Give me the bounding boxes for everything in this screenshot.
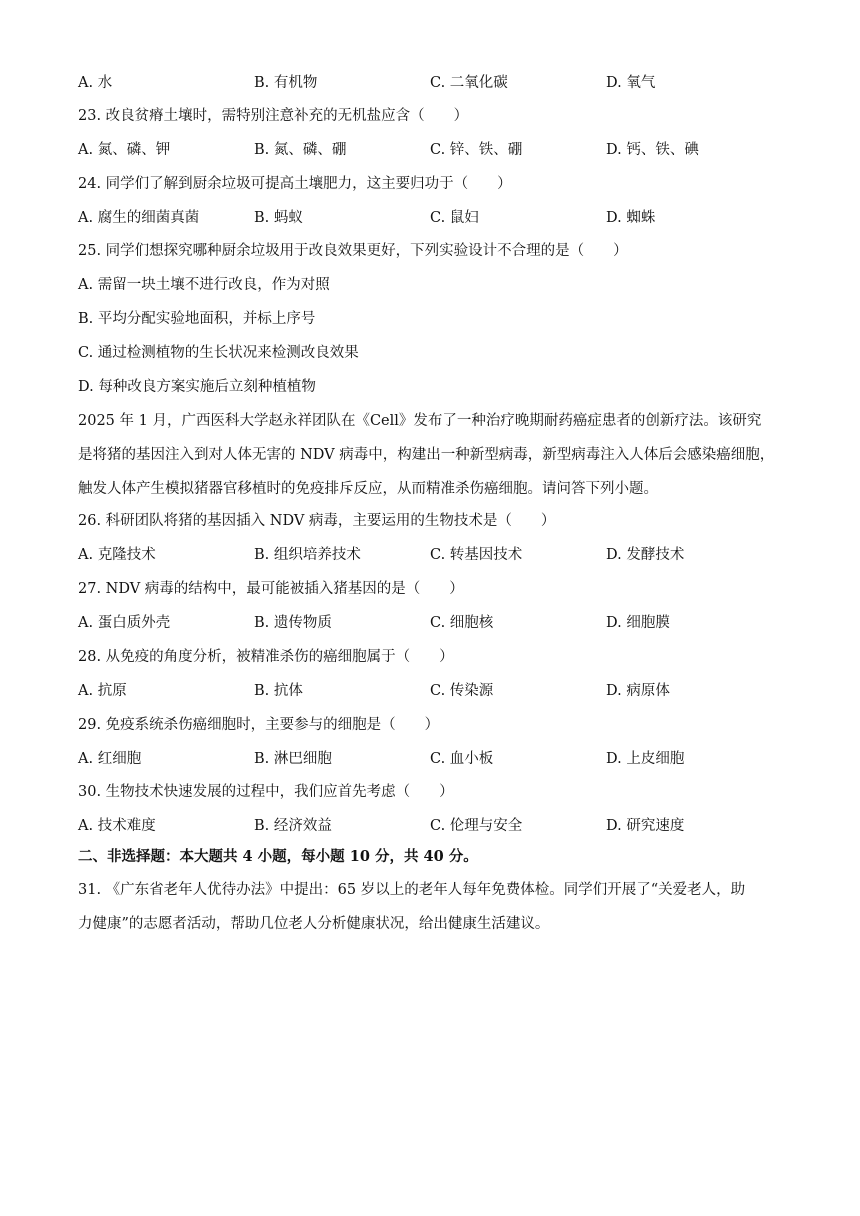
q23-option-b: B. 氮、磷、硼 <box>254 142 347 158</box>
q25-option-a: A. 需留一块土壤不进行改良，作为对照 <box>78 277 330 293</box>
q23-option-d: D. 钙、铁、碘 <box>606 142 699 158</box>
q22-option-d: D. 氧气 <box>606 75 656 91</box>
q23-stem: 23. 改良贫瘠土壤时，需特别注意补充的无机盐应含（ ） <box>78 108 469 124</box>
q24-stem: 24. 同学们了解到厨余垃圾可提高土壤肥力，这主要归功于（ ） <box>78 176 512 192</box>
q28-options <box>78 680 778 702</box>
q26-option-d: D. 发酵技术 <box>606 547 685 563</box>
q23-option-c: C. 锌、铁、硼 <box>430 142 523 158</box>
q30-option-d: D. 研究速度 <box>606 818 685 834</box>
q31-line: 力健康”的志愿者活动，帮助几位老人分析健康状况，给出健康生活建议。 <box>78 916 550 932</box>
q25-option-b: B. 平均分配实验地面积，并标上序号 <box>78 311 316 327</box>
q26-option-a: A. 克隆技术 <box>78 547 156 563</box>
q22-option-a: A. 水 <box>78 75 113 91</box>
q22-options <box>78 72 778 94</box>
q28-stem: 28. 从免疫的角度分析，被精准杀伤的癌细胞属于（ ） <box>78 649 454 665</box>
q25-option-d: D. 每种改良方案实施后立刻种植植物 <box>78 379 316 395</box>
q24-option-c: C. 鼠妇 <box>430 210 479 226</box>
passage-line: 2025 年 1 月，广西医科大学赵永祥团队在《Cell》发布了一种治疗晚期耐药癌症患者的创新疗法。该研究 <box>78 413 762 429</box>
q28-option-c: C. 传染源 <box>430 683 494 699</box>
q27-option-c: C. 细胞核 <box>430 615 494 631</box>
q27-stem: 27. NDV 病毒的结构中，最可能被插入猪基因的是（ ） <box>78 581 464 597</box>
q28-option-b: B. 抗体 <box>254 683 303 699</box>
q24-option-a: A. 腐生的细菌真菌 <box>78 210 200 226</box>
q30-stem: 30. 生物技术快速发展的过程中，我们应首先考虑（ ） <box>78 784 454 800</box>
q27-option-b: B. 遗传物质 <box>254 615 332 631</box>
q27-options <box>78 612 778 634</box>
q31-line: 31. 《广东省老年人优待办法》中提出：65 岁以上的老年人每年免费体检。同学们开展了“关爱老人，助 <box>78 882 746 898</box>
q26-stem: 26. 科研团队将猪的基因插入 NDV 病毒，主要运用的生物技术是（ ） <box>78 513 556 529</box>
q26-option-b: B. 组织培养技术 <box>254 547 361 563</box>
q26-options <box>78 544 778 566</box>
q29-option-c: C. 血小板 <box>430 751 494 767</box>
q23-options <box>78 139 778 161</box>
q28-option-a: A. 抗原 <box>78 683 127 699</box>
q30-option-b: B. 经济效益 <box>254 818 332 834</box>
passage-line: 是将猪的基因注入到对人体无害的 NDV 病毒中，构建出一种新型病毒，新型病毒注入人体后会感染癌细胞， <box>78 447 775 463</box>
q26-option-c: C. 转基因技术 <box>430 547 523 563</box>
q29-option-d: D. 上皮细胞 <box>606 751 685 767</box>
q24-options <box>78 207 778 229</box>
q24-option-b: B. 蚂蚁 <box>254 210 303 226</box>
passage <box>78 404 788 506</box>
q25-stem: 25. 同学们想探究哪种厨余垃圾用于改良效果更好，下列实验设计不合理的是（ ） <box>78 243 628 259</box>
section-heading: 二、非选择题：本大题共 4 小题，每小题 10 分，共 40 分。 <box>78 848 478 865</box>
q29-option-a: A. 红细胞 <box>78 751 142 767</box>
q27-option-a: A. 蛋白质外壳 <box>78 615 171 631</box>
q23-option-a: A. 氮、磷、钾 <box>78 142 171 158</box>
q25-option-c: C. 通过检测植物的生长状况来检测改良效果 <box>78 345 359 361</box>
q24-option-d: D. 蜘蛛 <box>606 210 656 226</box>
q30-options <box>78 815 778 837</box>
q29-option-b: B. 淋巴细胞 <box>254 751 332 767</box>
q28-option-d: D. 病原体 <box>606 683 670 699</box>
q30-option-c: C. 伦理与安全 <box>430 818 523 834</box>
q29-stem: 29. 免疫系统杀伤癌细胞时，主要参与的细胞是（ ） <box>78 717 440 733</box>
q29-options <box>78 748 778 770</box>
q22-option-b: B. 有机物 <box>254 75 318 91</box>
q27-option-d: D. 细胞膜 <box>606 615 670 631</box>
passage-line: 触发人体产生模拟猪器官移植时的免疫排斥反应，从而精准杀伤癌细胞。请问答下列小题。 <box>78 481 658 497</box>
q30-option-a: A. 技术难度 <box>78 818 156 834</box>
q31-text <box>78 873 788 941</box>
q22-option-c: C. 二氧化碳 <box>430 75 508 91</box>
